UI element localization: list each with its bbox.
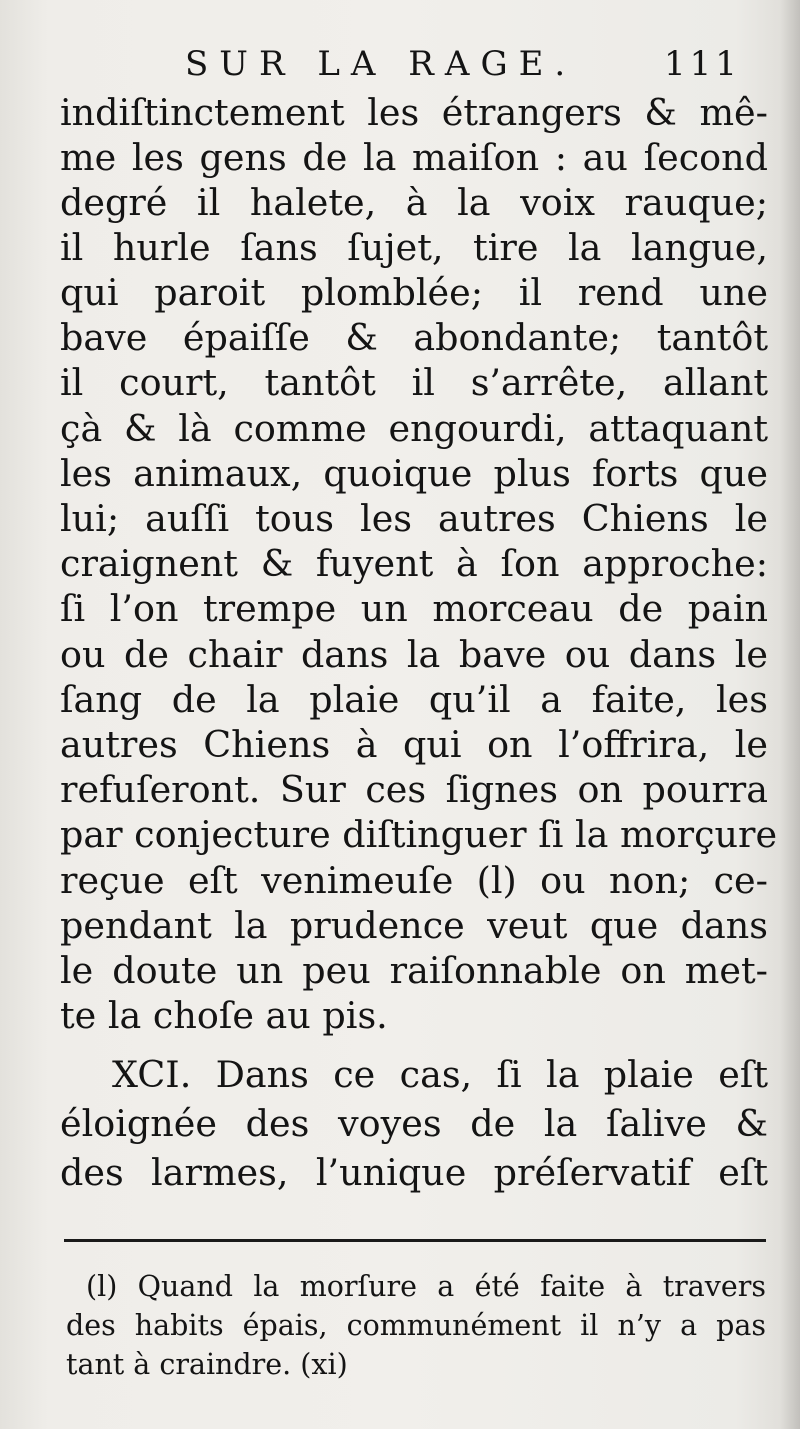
text-line: le doute un peu raiſonnable on met- bbox=[60, 949, 768, 992]
text-line: des larmes, l’unique préſervatif eſt bbox=[60, 1151, 768, 1194]
page-edge-shadow bbox=[780, 0, 800, 1429]
paragraph-start-line: XCI. Dans ce cas, ſi la plaie eſt bbox=[112, 1053, 768, 1096]
footnote-line: des habits épais, communément il n’y a pas bbox=[66, 1309, 766, 1342]
text-line: degré il halete, à la voix rauque; bbox=[60, 181, 768, 224]
text-line: autres Chiens à qui on l’offrira, le bbox=[60, 723, 768, 766]
text-line: refuſeront. Sur ces ſignes on pourra bbox=[60, 768, 768, 811]
text-line: il court, tantôt il s’arrête, allant bbox=[60, 361, 768, 404]
text-line: indiſtinctement les étrangers & mê- bbox=[60, 91, 768, 134]
text-line: ſi l’on trempe un morceau de pain bbox=[60, 587, 768, 630]
text-line: éloignée des voyes de la ſalive & bbox=[60, 1102, 768, 1145]
running-title: SUR LA RAGE. bbox=[185, 44, 577, 84]
text-line: ſang de la plaie qu’il a faite, les bbox=[60, 678, 768, 721]
footnote-line: tant à craindre. (xi) bbox=[66, 1348, 348, 1381]
text-line: lui; auſſi tous les autres Chiens le bbox=[60, 497, 768, 540]
text-line: les animaux, quoique plus forts que bbox=[60, 452, 768, 495]
text-line: bave épaiſſe & abondante; tantôt bbox=[60, 316, 768, 359]
text-line: il hurle ſans ſujet, tire la langue, bbox=[60, 226, 768, 269]
text-line: ou de chair dans la bave ou dans le bbox=[60, 633, 768, 676]
text-line: par conjecture diſtinguer ſi la morçure bbox=[60, 813, 778, 856]
text-line: qui paroit plomblée; il rend une bbox=[60, 271, 768, 314]
text-line: çà & là comme engourdi, attaquant bbox=[60, 407, 768, 450]
text-line: craignent & fuyent à ſon approche: bbox=[60, 542, 768, 585]
text-line: te la choſe au pis. bbox=[60, 994, 388, 1037]
text-line: reçue eſt venimeuſe (l) ou non; ce- bbox=[60, 859, 768, 902]
running-head bbox=[0, 44, 800, 92]
footnote-rule bbox=[64, 1239, 766, 1242]
text-line: pendant la prudence veut que dans bbox=[60, 904, 768, 947]
page-number: 111 bbox=[664, 44, 741, 84]
text-line: me les gens de la maiſon : au ſecond bbox=[60, 136, 768, 179]
footnote-line: (l) Quand la morſure a été faite à travers bbox=[86, 1270, 766, 1303]
